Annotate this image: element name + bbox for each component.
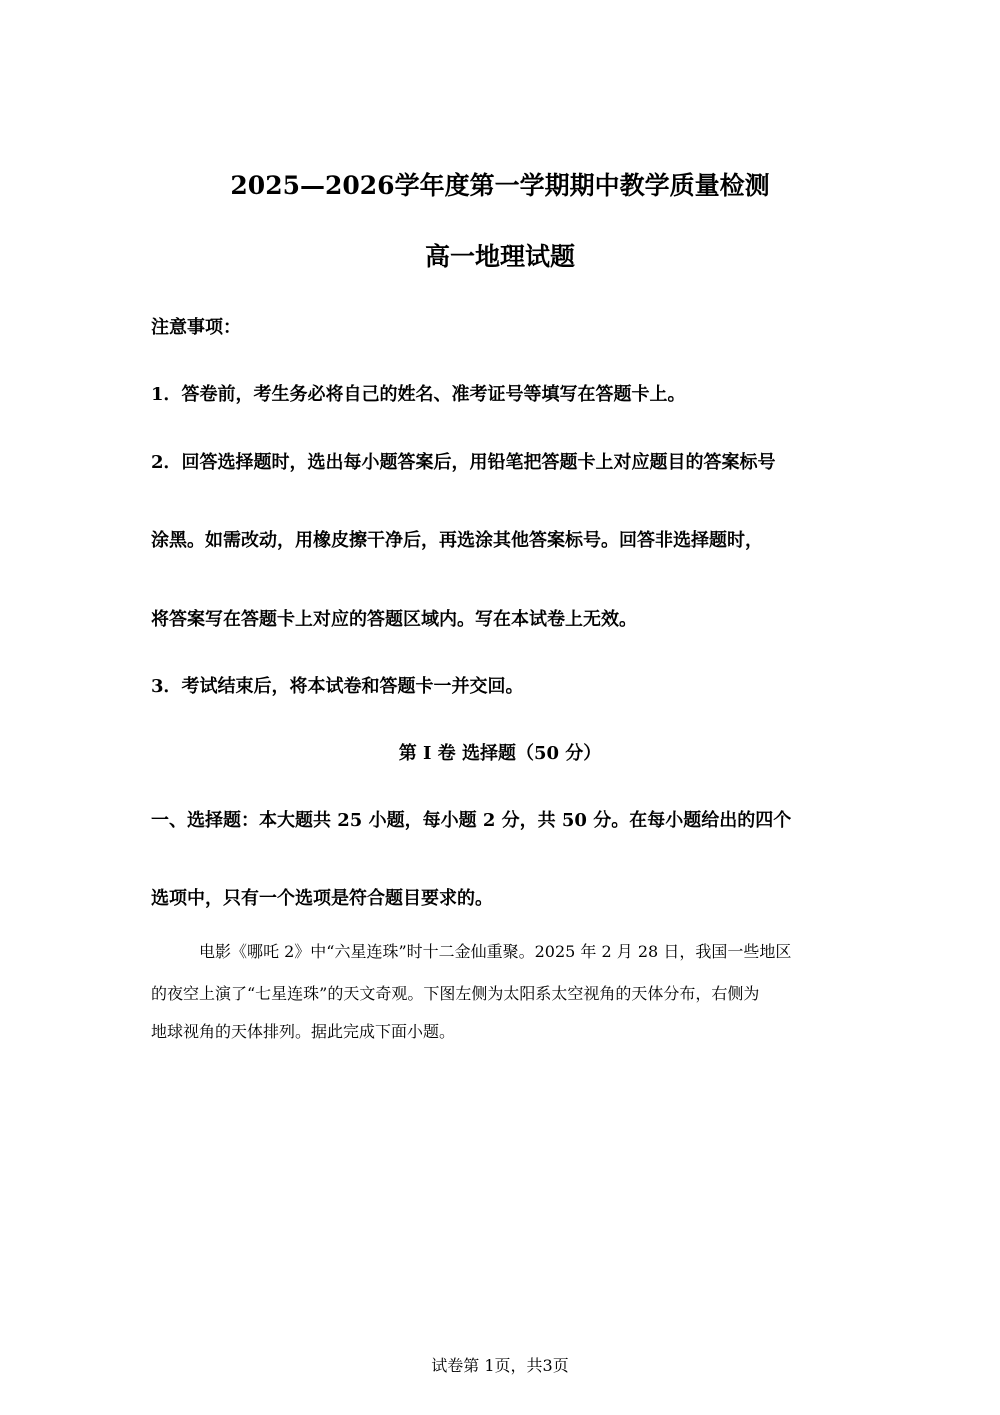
passage-line-2: 的夜空上演了“七星连珠”的天文奇观。下图左侧为太阳系太空视角的天体分布，右侧为: [151, 984, 760, 1003]
exam-title: 2025—2026学年度第一学期期中教学质量检测: [230, 171, 770, 200]
exam-subtitle: 高一地理试题: [424, 242, 575, 271]
passage-line-3: 地球视角的天体排列。据此完成下面小题。: [151, 1022, 456, 1041]
notice-line-5: 3．考试结束后，将本试卷和答题卡一并交回。: [151, 676, 524, 697]
notice-line-1: 1．答卷前，考生务必将自己的姓名、准考证号等填写在答题卡上。: [151, 384, 686, 405]
notice-line-3: 涂黑。如需改动，用橡皮擦干净后，再选涂其他答案标号。回答非选择题时，: [151, 530, 763, 551]
notice-line-2: 2．回答选择题时，选出每小题答案后，用铅笔把答题卡上对应题目的答案标号: [151, 452, 776, 473]
part-one-instruction-line-2: 选项中，只有一个选项是符合题目要求的。: [151, 888, 493, 909]
page-footer: 试卷第 1页，共3页: [431, 1356, 569, 1375]
notice-line-4: 将答案写在答题卡上对应的答题区域内。写在本试卷上无效。: [151, 609, 637, 630]
part-one-instruction-line-1: 一、选择题：本大题共 25 小题，每小题 2 分，共 50 分。在每小题给出的四个: [151, 810, 792, 831]
notice-heading: 注意事项：: [151, 317, 241, 338]
passage-line-1: 电影《哪吒 2》中“六星连珠”时十二金仙重聚。2025 年 2 月 28 日，我国一些地区: [199, 942, 792, 961]
section-heading: 第 I 卷 选择题（50 分）: [398, 743, 602, 764]
